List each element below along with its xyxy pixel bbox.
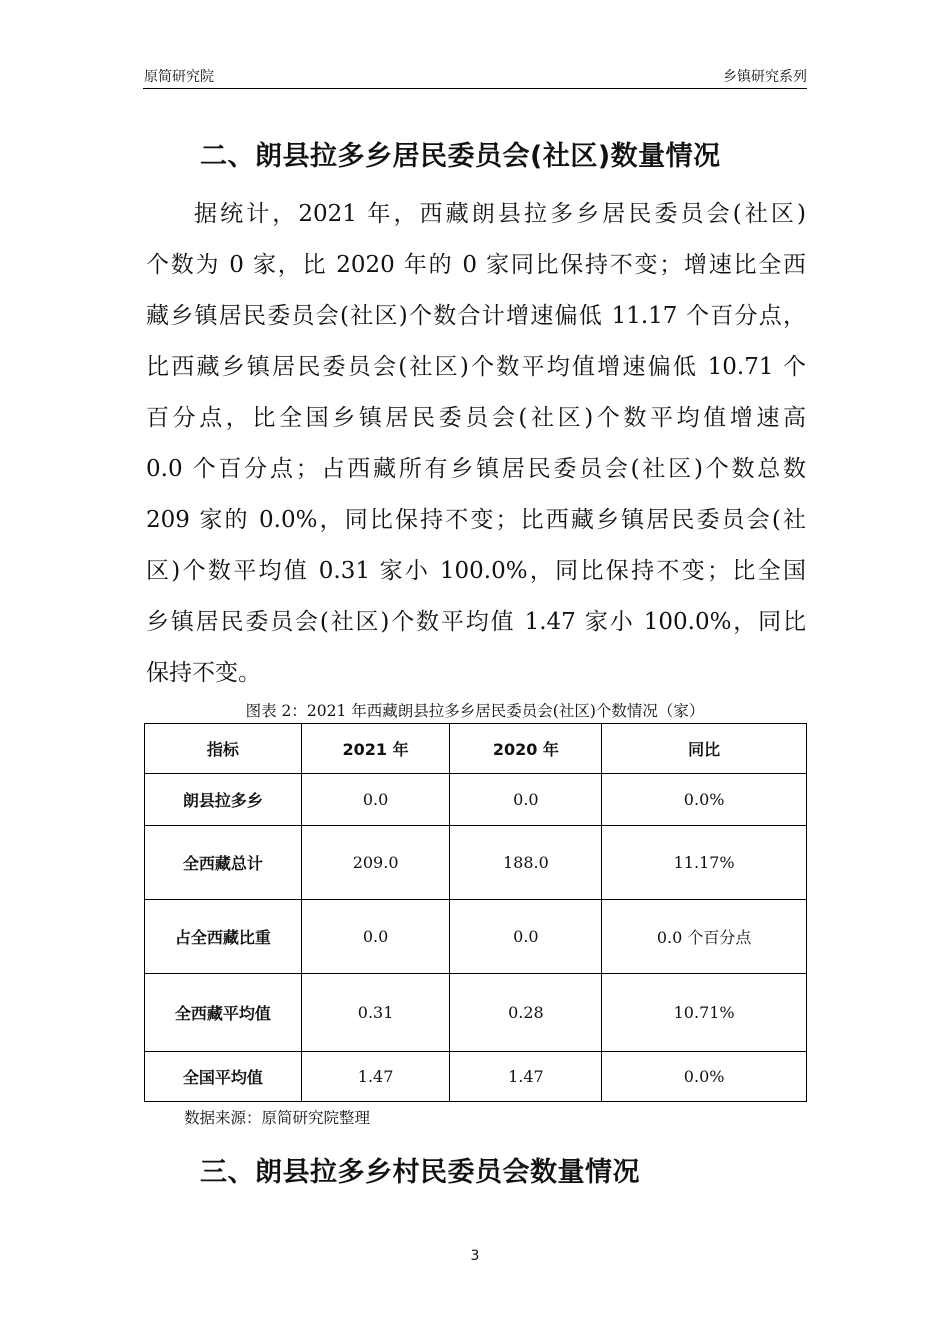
row-label: 全西藏总计 bbox=[145, 826, 302, 900]
paragraph-line: 0.0 个百分点；占西藏所有乡镇居民委员会(社区)个数总数 bbox=[146, 456, 806, 482]
paragraph-line: 保持不变。 bbox=[146, 660, 261, 686]
cell: 0.0% bbox=[602, 774, 807, 826]
table-header-row bbox=[145, 724, 807, 774]
paragraph-line: 比西藏乡镇居民委员会(社区)个数平均值增速偏低 10.71 个 bbox=[146, 354, 806, 380]
page-number: 3 bbox=[470, 1248, 480, 1264]
row-label: 全西藏平均值 bbox=[145, 974, 302, 1052]
cell: 0.0 个百分点 bbox=[602, 900, 807, 974]
cell: 0.0 bbox=[450, 774, 602, 826]
cell: 11.17% bbox=[602, 826, 807, 900]
header-cell: 2020 年 bbox=[450, 724, 602, 774]
cell: 209.0 bbox=[301, 826, 450, 900]
table-row bbox=[145, 774, 807, 826]
paragraph-line: 209 家的 0.0%，同比保持不变；比西藏乡镇居民委员会(社 bbox=[146, 507, 806, 533]
cell: 1.47 bbox=[301, 1052, 450, 1102]
body-paragraph bbox=[146, 196, 806, 706]
table-row bbox=[145, 974, 807, 1052]
header-divider bbox=[143, 88, 807, 89]
table-caption: 图表 2：2021 年西藏朗县拉多乡居民委员会(社区)个数情况（家） bbox=[245, 702, 705, 720]
row-label: 全国平均值 bbox=[145, 1052, 302, 1102]
paragraph-line: 区)个数平均值 0.31 家小 100.0%，同比保持不变；比全国 bbox=[146, 558, 806, 584]
header-cell: 指标 bbox=[145, 724, 302, 774]
table-row bbox=[145, 826, 807, 900]
row-label: 占全西藏比重 bbox=[145, 900, 302, 974]
header-left: 原简研究院 bbox=[144, 69, 214, 85]
cell: 1.47 bbox=[450, 1052, 602, 1102]
cell: 188.0 bbox=[450, 826, 602, 900]
paragraph-line: 据统计，2021 年，西藏朗县拉多乡居民委员会(社区) bbox=[194, 201, 806, 227]
header-cell: 同比 bbox=[602, 724, 807, 774]
table-source: 数据来源：原简研究院整理 bbox=[184, 1109, 371, 1127]
paragraph-line: 个数为 0 家，比 2020 年的 0 家同比保持不变；增速比全西 bbox=[146, 252, 806, 278]
cell: 0.31 bbox=[301, 974, 450, 1052]
cell: 0.0 bbox=[301, 774, 450, 826]
row-label: 朗县拉多乡 bbox=[145, 774, 302, 826]
table-row bbox=[145, 1052, 807, 1102]
cell: 0.0 bbox=[301, 900, 450, 974]
data-table bbox=[144, 723, 807, 1102]
table-row bbox=[145, 900, 807, 974]
paragraph-line: 乡镇居民委员会(社区)个数平均值 1.47 家小 100.0%，同比 bbox=[146, 609, 806, 635]
cell: 0.0% bbox=[602, 1052, 807, 1102]
header-cell: 2021 年 bbox=[301, 724, 450, 774]
paragraph-line: 藏乡镇居民委员会(社区)个数合计增速偏低 11.17 个百分点， bbox=[146, 303, 806, 329]
section-2-title: 二、朗县拉多乡居民委员会(社区)数量情况 bbox=[200, 141, 721, 172]
cell: 0.28 bbox=[450, 974, 602, 1052]
cell: 10.71% bbox=[602, 974, 807, 1052]
cell: 0.0 bbox=[450, 900, 602, 974]
header-right: 乡镇研究系列 bbox=[723, 69, 807, 85]
section-3-title: 三、朗县拉多乡村民委员会数量情况 bbox=[200, 1157, 640, 1188]
paragraph-line: 百分点，比全国乡镇居民委员会(社区)个数平均值增速高 bbox=[146, 405, 806, 431]
